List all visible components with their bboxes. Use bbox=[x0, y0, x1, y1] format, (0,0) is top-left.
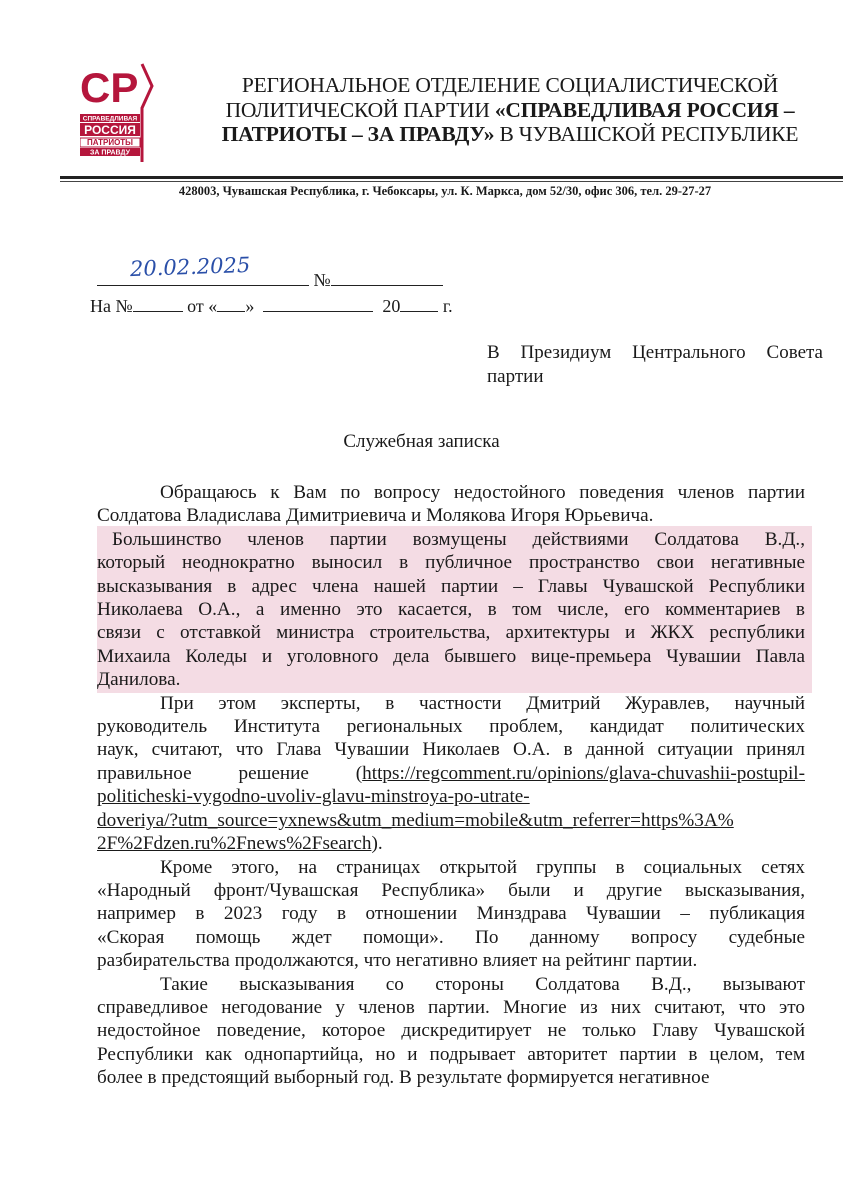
ref-day-blank bbox=[217, 297, 245, 312]
letterhead-title bbox=[200, 73, 820, 147]
ref-prefix: На № bbox=[90, 296, 133, 316]
text-line: Солдатова Владислава Димитриевича и Молякова Игоря Юрьевича. bbox=[97, 505, 654, 527]
text-line: высказывания в адрес члена нашей партии – Главы Чувашской Республики bbox=[97, 575, 805, 597]
addressee bbox=[487, 341, 823, 388]
svg-text:ПАТРИОТЫ: ПАТРИОТЫ bbox=[86, 138, 134, 147]
header-divider bbox=[60, 176, 843, 179]
header-divider-thin bbox=[60, 181, 843, 182]
svg-text:РОССИЯ: РОССИЯ bbox=[84, 123, 136, 137]
text-line: справедливое негодование у членов партии. Многие из них считают, что это bbox=[97, 996, 805, 1018]
ref-year-blank bbox=[400, 297, 438, 312]
number-blank bbox=[331, 271, 443, 286]
letterhead-title-line1: РЕГИОНАЛЬНОЕ ОТДЕЛЕНИЕ СОЦИАЛИСТИЧЕСКОЙ bbox=[241, 73, 779, 97]
paragraph bbox=[97, 856, 805, 973]
text-line: руководитель Института региональных проблем, кандидат политических bbox=[97, 716, 805, 738]
letterhead-title-line2 bbox=[200, 98, 820, 123]
text-line: Николаева О.А., а именно это касается, в том числе, его комментариев в bbox=[97, 599, 805, 621]
letterhead-address: 428003, Чувашская Республика, г. Чебоксары, ул. К. Маркса, дом 52/30, офис 306, тел. 29-27-27 bbox=[178, 184, 712, 198]
memo-body bbox=[97, 481, 805, 1090]
text-line: который неоднократно выносил в публичное пространство свои негативные bbox=[97, 552, 805, 574]
text-line: Большинство членов партии возмущены действиями Солдатова В.Д., bbox=[112, 528, 805, 550]
paragraph bbox=[97, 692, 805, 856]
paragraph bbox=[97, 481, 805, 528]
text-line: Кроме этого, на страницах открытой группы в социальных сетях bbox=[160, 856, 805, 878]
title-plain: В ЧУВАШСКОЙ РЕСПУБЛИКЕ bbox=[494, 122, 799, 146]
text-line: недостойное поведение, которое дискредитирует не только Главу Чувашской bbox=[97, 1020, 805, 1042]
url-line: 2F%2Fdzen.ru%2Fnews%2Fsearch). bbox=[97, 833, 383, 855]
ref-close: » bbox=[245, 296, 255, 316]
url-line bbox=[97, 785, 805, 808]
ref-month-blank bbox=[263, 297, 373, 312]
text-line: разбирательства продолжаются, что негативно влияет на рейтинг партии. bbox=[97, 950, 698, 972]
source-link[interactable]: politicheski-vygodno-uvoliv-glavu-minstroya-po-utrate- bbox=[97, 786, 530, 808]
logo-mark: СР bbox=[80, 64, 139, 111]
text-line: Данилова. bbox=[97, 669, 181, 691]
text-line: Обращаюсь к Вам по вопросу недостойного поведения членов партии bbox=[160, 482, 805, 503]
handwritten-date: 20.02.2025 bbox=[129, 252, 251, 282]
text-line: Михаила Коледы и уголовного дела бывшего вице-премьера Чувашии Павла bbox=[97, 645, 805, 667]
reference-line bbox=[90, 296, 453, 317]
date-blank bbox=[97, 271, 309, 286]
text-line: наук, считают, что Глава Чувашии Николаев О.А. в данной ситуации принял bbox=[97, 739, 805, 761]
url-line: правильное решение (https://regcomment.ru/opinions/glava-chuvashii-postupil- bbox=[97, 762, 805, 784]
document-title: Служебная записка bbox=[343, 431, 500, 452]
ref-suffix: г. bbox=[442, 296, 453, 316]
source-link[interactable]: 2F%2Fdzen.ru%2Fnews%2Fsearch bbox=[97, 833, 372, 855]
ref-year: 20 bbox=[382, 296, 401, 316]
text-line: Республики как однопартийца, но и подрывает авторитет партии в целом, тем bbox=[97, 1043, 805, 1065]
source-link[interactable]: doveriya/?utm_source=yxnews&utm_medium=mobile&utm_referrer=https%3A% bbox=[97, 809, 734, 831]
addressee-line1: В Президиум Центрального Совета bbox=[487, 342, 823, 363]
text-line: связи с отставкой министра строительства, архитектуры и ЖКХ республики bbox=[97, 622, 805, 644]
outgoing-number-line bbox=[97, 270, 443, 291]
number-label: № bbox=[313, 270, 331, 290]
letterhead-title-line3 bbox=[200, 122, 820, 147]
title-plain: ПОЛИТИЧЕСКОЙ ПАРТИИ bbox=[225, 97, 495, 122]
text-line: «Народный фронт/Чувашская Республика» были и другие высказывания, bbox=[97, 879, 805, 901]
text-line: «Скорая помощь ждет помощи». По данному вопросу судебные bbox=[97, 926, 805, 948]
highlighted-paragraph bbox=[97, 528, 805, 692]
ref-number-blank bbox=[133, 297, 183, 312]
party-logo bbox=[80, 62, 155, 162]
ref-from: от « bbox=[187, 296, 218, 316]
text-line: например в 2023 году в отношении Минздрава Чувашии – публикация bbox=[97, 903, 805, 925]
source-link[interactable]: https://regcomment.ru/opinions/glava-chuvashii-postupil- bbox=[362, 762, 805, 784]
addressee-line2: партии bbox=[487, 365, 544, 387]
url-line bbox=[97, 809, 805, 832]
svg-text:ЗА ПРАВДУ: ЗА ПРАВДУ bbox=[90, 149, 130, 157]
title-bold: «СПРАВЕДЛИВАЯ РОССИЯ – bbox=[494, 97, 795, 122]
text-line: При этом эксперты, в частности Дмитрий Журавлев, научный bbox=[160, 692, 805, 714]
svg-text:СПРАВЕДЛИВАЯ: СПРАВЕДЛИВАЯ bbox=[82, 115, 138, 123]
paragraph bbox=[97, 973, 805, 1090]
text-line: более в предстоящий выборный год. В результате формируется негативное bbox=[97, 1067, 710, 1089]
text-line: Такие высказывания со стороны Солдатова В.Д., вызывают bbox=[160, 973, 805, 995]
title-bold: ПАТРИОТЫ – ЗА ПРАВДУ» bbox=[221, 122, 495, 146]
